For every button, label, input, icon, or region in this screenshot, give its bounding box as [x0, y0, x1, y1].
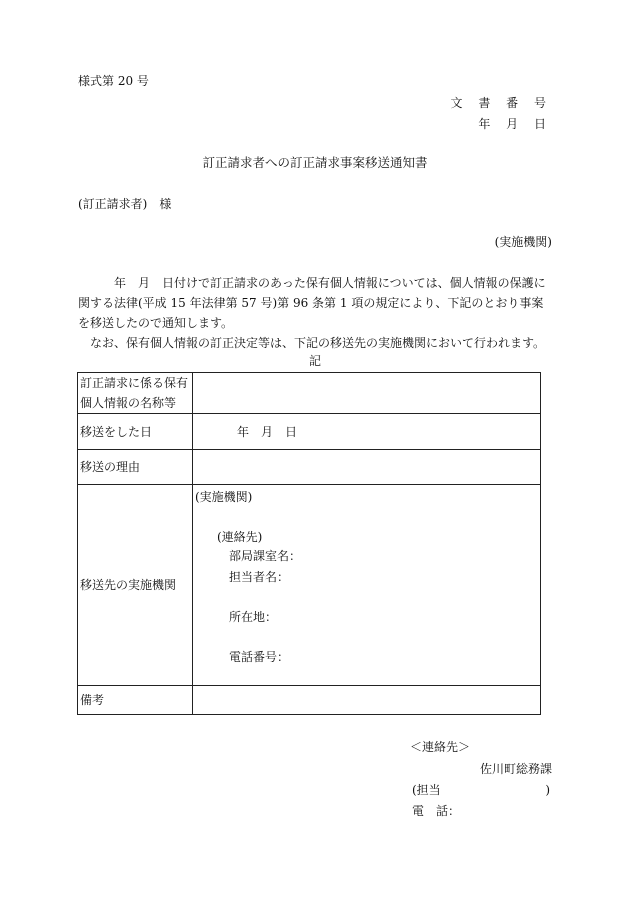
destination-institution-name: (実施機関)	[195, 490, 253, 504]
document-date-label: 年 月 日	[478, 117, 552, 131]
table-row	[78, 485, 541, 686]
remarks-value	[193, 686, 541, 715]
addressee: (訂正請求者) 様	[78, 197, 172, 211]
destination-contact-heading: (連絡先)	[217, 530, 263, 544]
transfer-reason-value	[193, 450, 541, 485]
form-number: 様式第 20 号	[78, 74, 149, 88]
destination-institution-label: 移送先の実施機関	[78, 485, 193, 686]
transfer-date-value: 年 月 日	[193, 414, 541, 450]
destination-department: 部局課室名：	[229, 549, 302, 563]
table-row	[78, 373, 541, 414]
body-paragraph-2: なお、保有個人情報の訂正決定等は、下記の移送先の実施機関において行われます。	[90, 336, 546, 350]
footer-person-close: )	[545, 783, 550, 797]
body-paragraph-1: 年 月 日付けで訂正請求のあった保有個人情報については、個人情報の保護に関する法律(平成 15 年法律第 57 号)第 96 条第 1 項の規定により、下記のとおり事案を移送したので通知します。	[78, 276, 546, 330]
destination-person: 担当者名：	[229, 570, 290, 584]
table-row	[78, 450, 541, 485]
sender-institution: (実施機関)	[494, 235, 552, 249]
destination-institution-value	[193, 485, 541, 686]
document-title: 訂正請求者への訂正請求事案移送通知書	[202, 155, 428, 170]
table-row	[78, 414, 541, 450]
info-name-label: 訂正請求に係る保有個人情報の名称等	[78, 373, 193, 414]
footer-contact-heading: ＜連絡先＞	[410, 740, 471, 754]
remarks-label: 備考	[78, 686, 193, 715]
transfer-details-table	[77, 372, 541, 715]
transfer-date-label: 移送をした日	[78, 414, 193, 450]
footer-phone: 電 話：	[412, 804, 461, 818]
transfer-reason-label: 移送の理由	[78, 450, 193, 485]
body-text	[78, 273, 552, 353]
info-name-value	[193, 373, 541, 414]
footer-organization: 佐川町総務課	[479, 762, 552, 776]
ki-heading: 記	[308, 354, 321, 368]
destination-phone: 電話番号：	[229, 650, 290, 664]
destination-address: 所在地：	[229, 610, 278, 624]
table-row	[78, 686, 541, 715]
footer-person-open: (担当	[412, 783, 441, 797]
document-number-label: 文 書 番 号	[450, 96, 552, 110]
